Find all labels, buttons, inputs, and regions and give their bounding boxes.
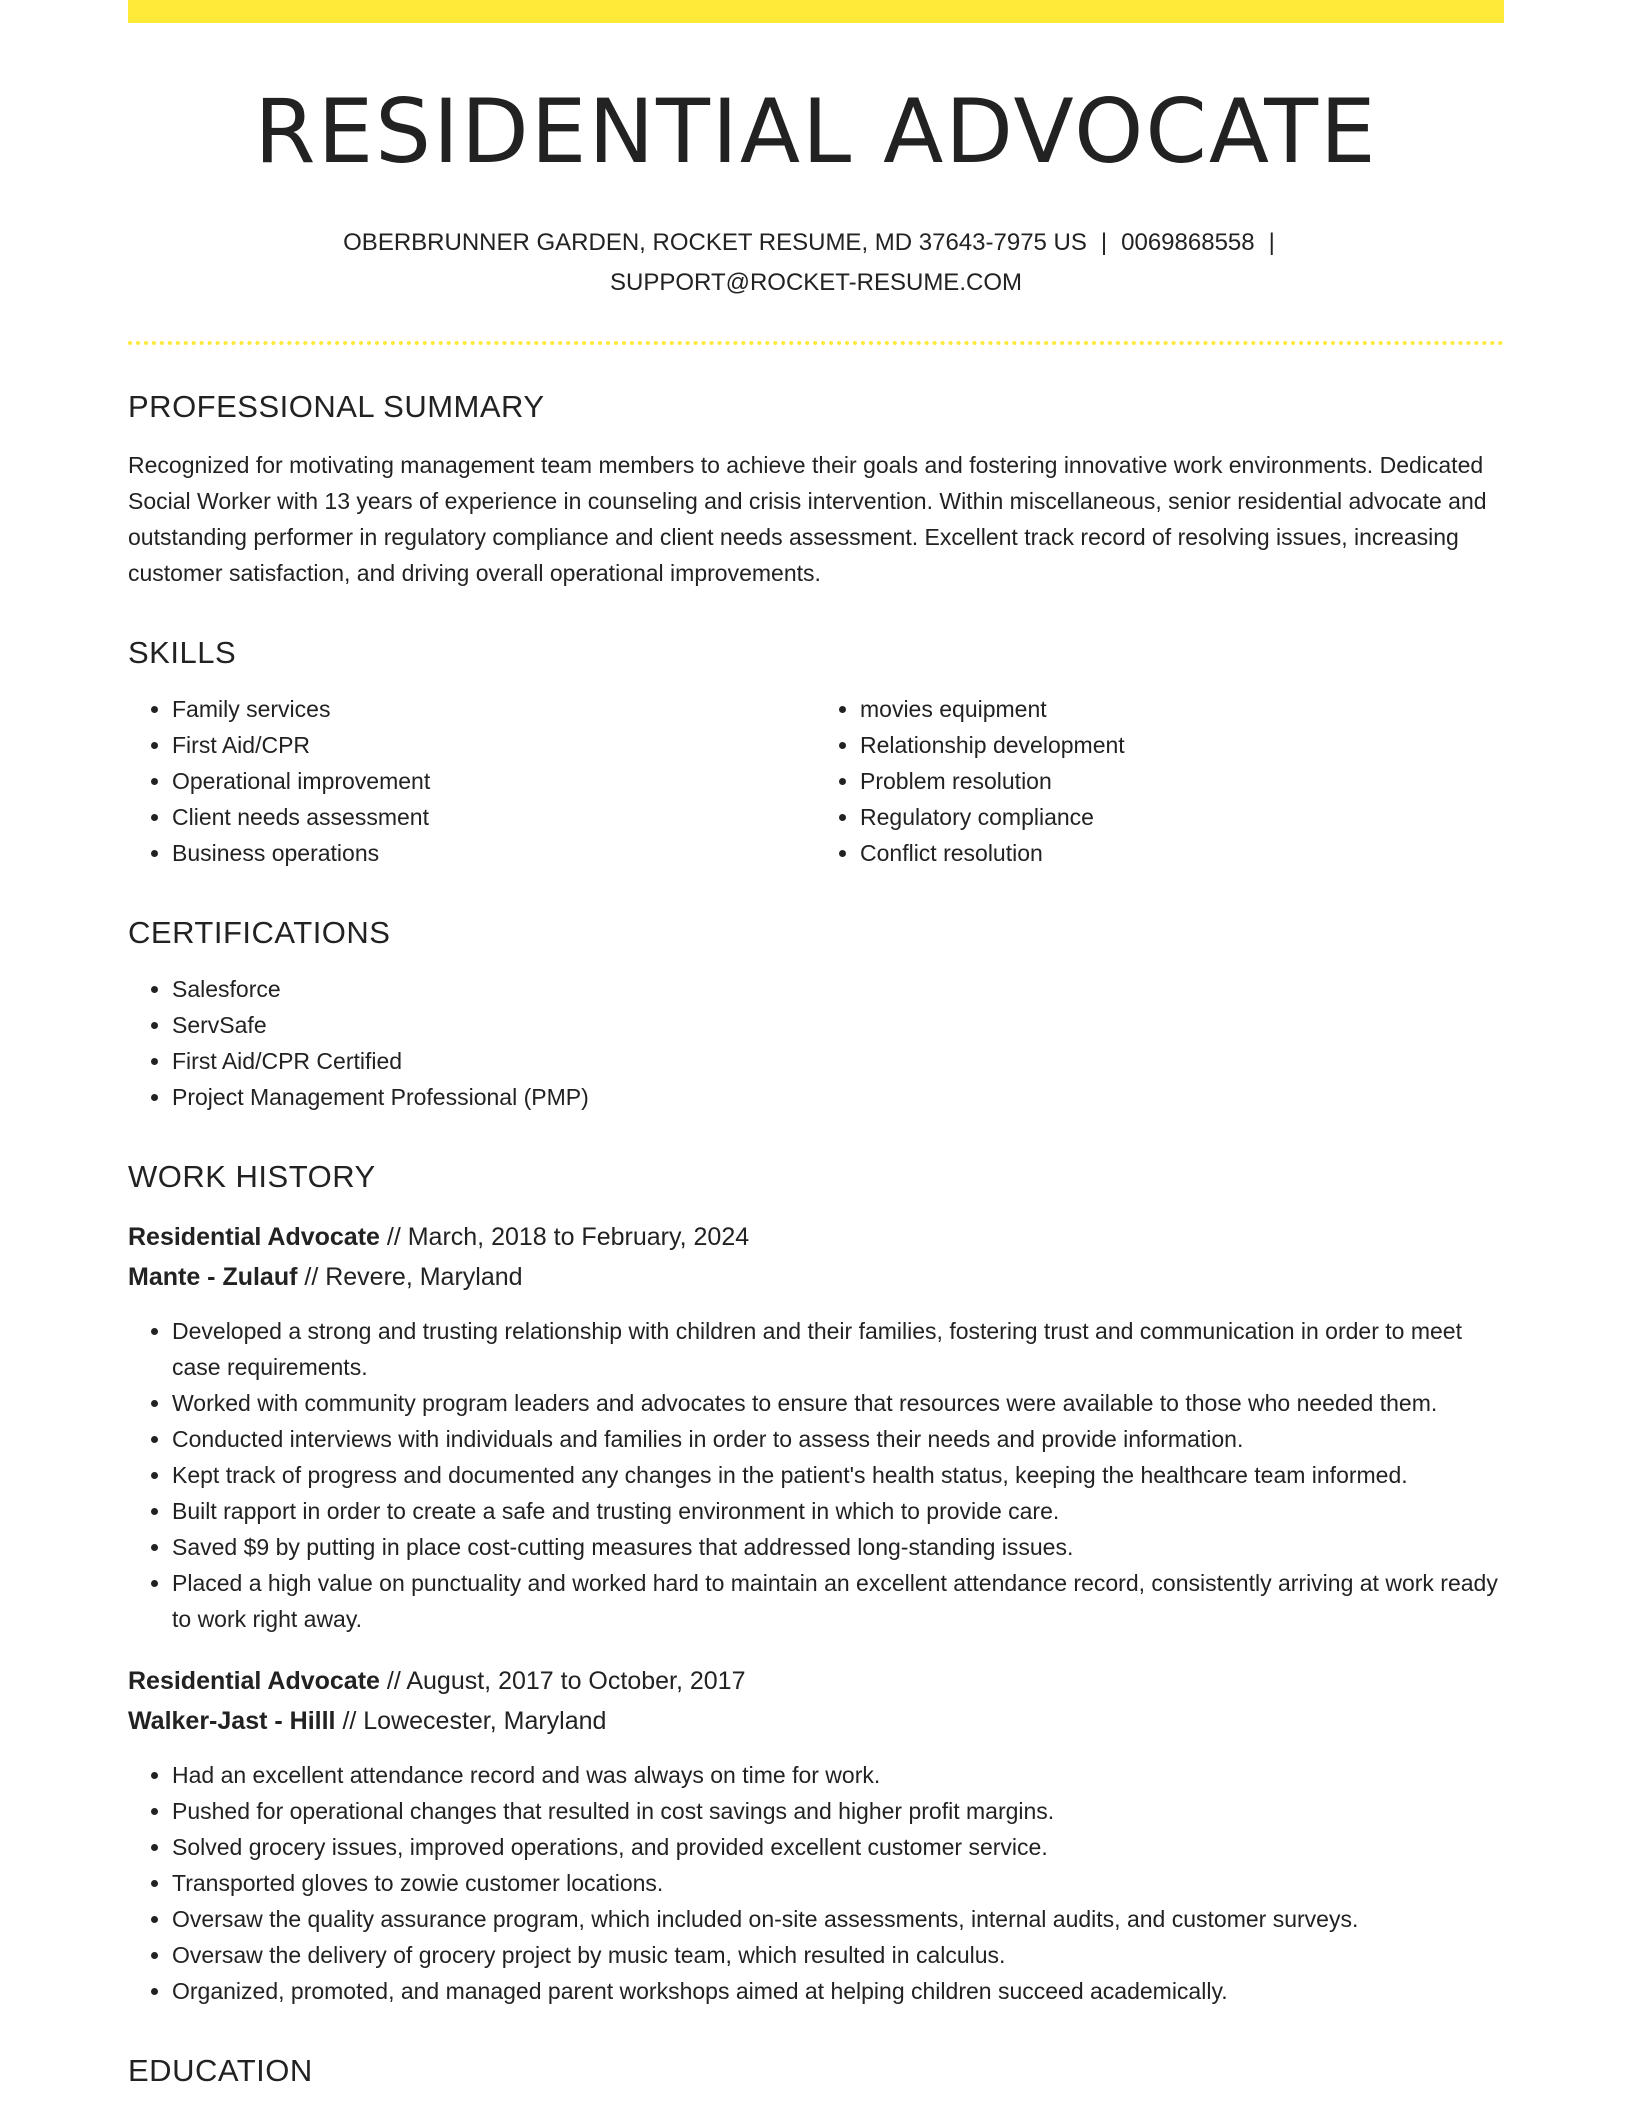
job-company-line <box>128 1257 1504 1297</box>
job-bullet: • Solved grocery issues, improved operations, and provided excellent customer service. <box>172 1829 1504 1865</box>
job-bullet: • Conducted interviews with individuals and families in order to assess their needs and provide information. <box>172 1421 1504 1457</box>
accent-bar <box>128 0 1504 23</box>
skills-list <box>128 691 1504 871</box>
certification-item: • First Aid/CPR Certified <box>172 1043 1504 1079</box>
certifications-list <box>128 971 1504 1115</box>
job-company: Mante - Zulauf <box>128 1262 298 1291</box>
skill-item: • Operational improvement <box>172 763 816 799</box>
email: SUPPORT@ROCKET-RESUME.COM <box>610 268 1022 296</box>
job-entry <box>128 1217 1504 1637</box>
summary-text: Recognized for motivating management team members to achieve their goals and fostering innovative work environments. Dedicated Social Worker with 13 years of experience in counseling and crisis intervention. Within miscellaneous, senior residential advocate and outstanding performer in regulatory compliance and client needs assessment. Excellent track record of resolving issues, increasing customer satisfaction, and driving overall operational improvements. <box>128 451 1487 586</box>
skills-heading: SKILLS <box>128 634 237 670</box>
job-bullet: • Had an excellent attendance record and was always on time for work. <box>172 1757 1504 1793</box>
resume-page <box>128 0 1504 2089</box>
resume-title: RESIDENTIAL ADVOCATE <box>254 80 1378 183</box>
skill-item: • Problem resolution <box>860 763 1504 799</box>
certification-item: • Project Management Professional (PMP) <box>172 1079 1504 1115</box>
job-title: Residential Advocate <box>128 1222 380 1251</box>
job-title: Residential Advocate <box>128 1666 380 1695</box>
job-company: Walker-Jast - Hilll <box>128 1706 336 1735</box>
job-entry <box>128 1661 1504 2009</box>
job-bullet: • Built rapport in order to create a safe and trusting environment in which to provide care. <box>172 1493 1504 1529</box>
education-heading: EDUCATION <box>128 2052 313 2088</box>
skills-column-right <box>816 691 1504 871</box>
job-location: // Lowecester, Maryland <box>342 1706 607 1735</box>
job-bullet: • Developed a strong and trusting relationship with children and their families, fostering trust and communication in order to meet case requirements. <box>172 1313 1504 1385</box>
job-title-line <box>128 1661 1504 1701</box>
job-bullet: • Organized, promoted, and managed parent workshops aimed at helping children succeed academically. <box>172 1973 1504 2009</box>
skills-column-left <box>128 691 816 871</box>
skill-item: • Business operations <box>172 835 816 871</box>
header-divider <box>128 341 1504 345</box>
skill-item: • First Aid/CPR <box>172 727 816 763</box>
summary-heading: PROFESSIONAL SUMMARY <box>128 388 545 424</box>
skill-item: • Regulatory compliance <box>860 799 1504 835</box>
job-dates: // August, 2017 to October, 2017 <box>386 1666 746 1695</box>
certification-item: • ServSafe <box>172 1007 1504 1043</box>
job-bullet: • Oversaw the delivery of grocery project by music team, which resulted in calculus. <box>172 1937 1504 1973</box>
job-bullet: • Worked with community program leaders and advocates to ensure that resources were available to those who needed them. <box>172 1385 1504 1421</box>
address: OBERBRUNNER GARDEN, ROCKET RESUME, MD 37643-7975 US <box>343 228 1087 256</box>
job-dates: // March, 2018 to February, 2024 <box>386 1222 750 1251</box>
certification-item: • Salesforce <box>172 971 1504 1007</box>
contact-separator: | <box>1268 228 1275 256</box>
job-bullets <box>128 1757 1504 2009</box>
contact-info <box>128 223 1504 303</box>
job-bullets <box>128 1313 1504 1637</box>
job-company-line <box>128 1701 1504 1741</box>
job-bullet: • Pushed for operational changes that resulted in cost savings and higher profit margins. <box>172 1793 1504 1829</box>
skill-item: • Family services <box>172 691 816 727</box>
job-bullet: • Transported gloves to zowie customer locations. <box>172 1865 1504 1901</box>
skill-item: • Conflict resolution <box>860 835 1504 871</box>
skill-item: • Client needs assessment <box>172 799 816 835</box>
job-location: // Revere, Maryland <box>304 1262 523 1291</box>
job-bullet: • Saved $9 by putting in place cost-cutting measures that addressed long-standing issues. <box>172 1529 1504 1565</box>
phone: 0069868558 <box>1121 228 1255 256</box>
contact-separator: | <box>1100 228 1108 256</box>
job-bullet: • Oversaw the quality assurance program, which included on-site assessments, internal audits, and customer surveys. <box>172 1901 1504 1937</box>
job-bullet: • Placed a high value on punctuality and worked hard to maintain an excellent attendance record, consistently arriving at work ready to work right away. <box>172 1565 1504 1637</box>
certifications-heading: CERTIFICATIONS <box>128 914 391 950</box>
skill-item: • movies equipment <box>860 691 1504 727</box>
job-bullet: • Kept track of progress and documented any changes in the patient's health status, keeping the healthcare team informed. <box>172 1457 1504 1493</box>
job-title-line <box>128 1217 1504 1257</box>
work-history-heading: WORK HISTORY <box>128 1158 376 1194</box>
skill-item: • Relationship development <box>860 727 1504 763</box>
